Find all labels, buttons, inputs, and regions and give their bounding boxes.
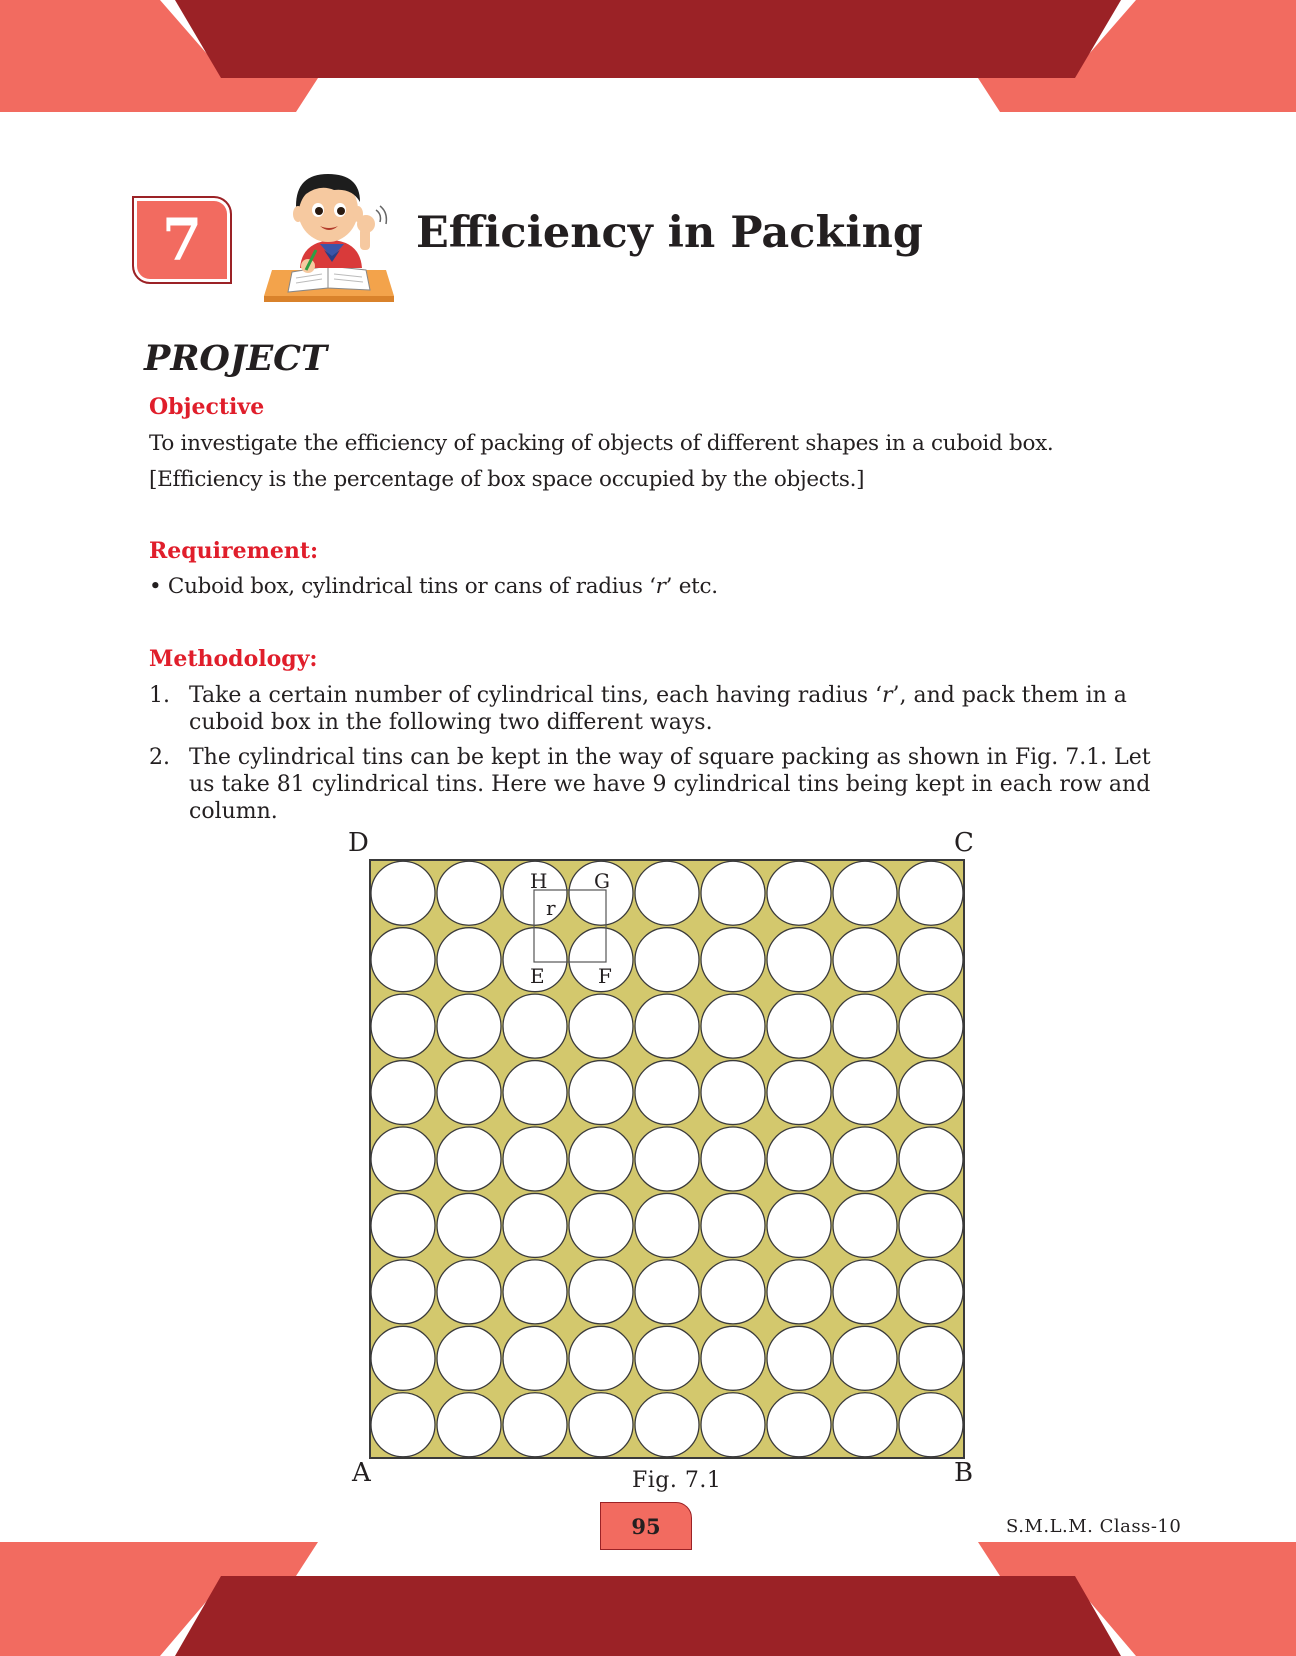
label-f: F: [598, 964, 612, 988]
tin-circle: [701, 1326, 765, 1390]
tin-circle: [437, 1127, 501, 1191]
tin-circle: [569, 1393, 633, 1457]
tin-circle: [833, 1393, 897, 1457]
tin-circle: [833, 994, 897, 1058]
tin-circle: [437, 1260, 501, 1324]
tin-circle: [767, 1193, 831, 1257]
step-text: [189, 682, 1179, 736]
requirement-text: • Cuboid box, cylindrical tins or cans of radius ‘: [149, 574, 656, 599]
tin-circle: [371, 1260, 435, 1324]
step-1-text: Take a certain number of cylindrical tins, each having radius ‘: [189, 683, 882, 708]
efficiency-definition: [Efficiency is the percentage of box space occupied by the objects.]: [149, 467, 865, 492]
label-e: E: [530, 964, 545, 988]
label-h: H: [530, 869, 548, 893]
tin-circle: [899, 1326, 963, 1390]
tin-circle: [503, 1061, 567, 1125]
tin-circle: [371, 1193, 435, 1257]
tin-circle: [767, 1393, 831, 1457]
tin-circle: [569, 1193, 633, 1257]
tin-circle: [371, 928, 435, 992]
tin-circle: [701, 994, 765, 1058]
tin-circle: [569, 1260, 633, 1324]
tin-circle: [437, 928, 501, 992]
tin-circle: [635, 928, 699, 992]
methodology-label: Methodology:: [149, 646, 318, 672]
step-number: 2.: [149, 745, 170, 770]
tin-circle: [635, 1061, 699, 1125]
methodology-step-2: [149, 744, 1179, 825]
tin-circle: [635, 1127, 699, 1191]
tin-circle: [767, 1326, 831, 1390]
top-decorative-band: [0, 0, 1296, 115]
tin-circle: [371, 861, 435, 925]
tin-circle: [701, 861, 765, 925]
corner-label-c: C: [954, 828, 974, 858]
tin-circle: [569, 1326, 633, 1390]
tin-circle: [833, 1127, 897, 1191]
tin-circle: [899, 861, 963, 925]
tin-circle: [701, 1193, 765, 1257]
tin-circle: [503, 1393, 567, 1457]
tin-circle: [437, 1061, 501, 1125]
requirement-text-end: ’ etc.: [665, 574, 718, 599]
tin-circle: [569, 994, 633, 1058]
tin-circle: [635, 1393, 699, 1457]
requirement-radius-symbol: r: [655, 574, 666, 599]
tin-circle: [437, 1326, 501, 1390]
tin-circle: [437, 1193, 501, 1257]
tin-circle: [371, 1061, 435, 1125]
bottom-decorative-band: [0, 1542, 1296, 1656]
tin-circle: [767, 1061, 831, 1125]
tin-circle: [899, 1127, 963, 1191]
tin-circle: [833, 1326, 897, 1390]
footer-class-label: S.M.L.M. Class-10: [1006, 1516, 1182, 1537]
tin-circle: [701, 1127, 765, 1191]
step-2-text: The cylindrical tins can be kept in the way of square packing as shown in Fig. 7.1. Let us take 81 cylindrical tins. Here we have 9 cylindrical tins being kept in each row and column.: [189, 745, 1151, 824]
tin-circle: [569, 1061, 633, 1125]
tin-circle: [833, 1260, 897, 1324]
tin-circle: [371, 994, 435, 1058]
methodology-step-1: [149, 682, 1179, 736]
label-r: r: [546, 896, 556, 920]
tin-circle: [701, 928, 765, 992]
objective-text: To investigate the efficiency of packing of objects of different shapes in a cuboid box.: [149, 431, 1054, 456]
figure-caption: Fig. 7.1: [632, 1468, 722, 1493]
tin-circle: [701, 1393, 765, 1457]
page-number: 95: [600, 1502, 692, 1550]
tin-circle: [503, 1193, 567, 1257]
tin-circle: [503, 1260, 567, 1324]
tin-circle: [371, 1393, 435, 1457]
tin-circle: [767, 1127, 831, 1191]
objective-label: Objective: [149, 394, 265, 420]
tin-circle: [899, 1061, 963, 1125]
tin-circle: [767, 928, 831, 992]
tin-circle: [833, 1061, 897, 1125]
tin-circle: [635, 1260, 699, 1324]
step-1-text-end: ’, and pack them in a cuboid box in the following two different ways.: [189, 683, 1127, 735]
tin-circle: [899, 1193, 963, 1257]
step-number: 1.: [149, 683, 170, 708]
tin-circle: [371, 1127, 435, 1191]
tin-circle: [899, 994, 963, 1058]
tin-circle: [767, 994, 831, 1058]
tin-circle: [899, 1260, 963, 1324]
tin-circle: [437, 861, 501, 925]
tin-circle: [569, 1127, 633, 1191]
tin-circle: [503, 1326, 567, 1390]
figure-square-packing: [340, 828, 980, 1500]
tin-circle: [635, 1193, 699, 1257]
tin-circle: [437, 1393, 501, 1457]
tin-circle: [899, 1393, 963, 1457]
cylindrical-tins-grid: [371, 861, 963, 1457]
requirement-label: Requirement:: [149, 538, 319, 564]
corner-label-b: B: [954, 1458, 974, 1488]
tin-circle: [833, 928, 897, 992]
tin-circle: [635, 861, 699, 925]
tin-circle: [437, 994, 501, 1058]
chapter-title: Efficiency in Packing: [416, 208, 923, 258]
tin-circle: [503, 994, 567, 1058]
tin-circle: [701, 1260, 765, 1324]
student-mascot-illustration: [262, 166, 400, 312]
tin-circle: [635, 1326, 699, 1390]
tin-circle: [833, 1193, 897, 1257]
label-g: G: [594, 869, 610, 893]
tin-circle: [833, 861, 897, 925]
tin-circle: [635, 994, 699, 1058]
packing-diagram: [340, 828, 980, 1500]
project-heading: PROJECT: [144, 338, 328, 379]
tin-circle: [701, 1061, 765, 1125]
tin-circle: [767, 861, 831, 925]
step-1-radius-symbol: r: [881, 683, 893, 708]
tin-circle: [503, 1127, 567, 1191]
corner-label-d: D: [348, 828, 369, 858]
tin-circle: [371, 1326, 435, 1390]
requirement-item: [149, 573, 1179, 600]
corner-label-a: A: [352, 1458, 371, 1488]
chapter-number-badge: 7: [132, 196, 232, 284]
tin-circle: [767, 1260, 831, 1324]
tin-circle: [899, 928, 963, 992]
